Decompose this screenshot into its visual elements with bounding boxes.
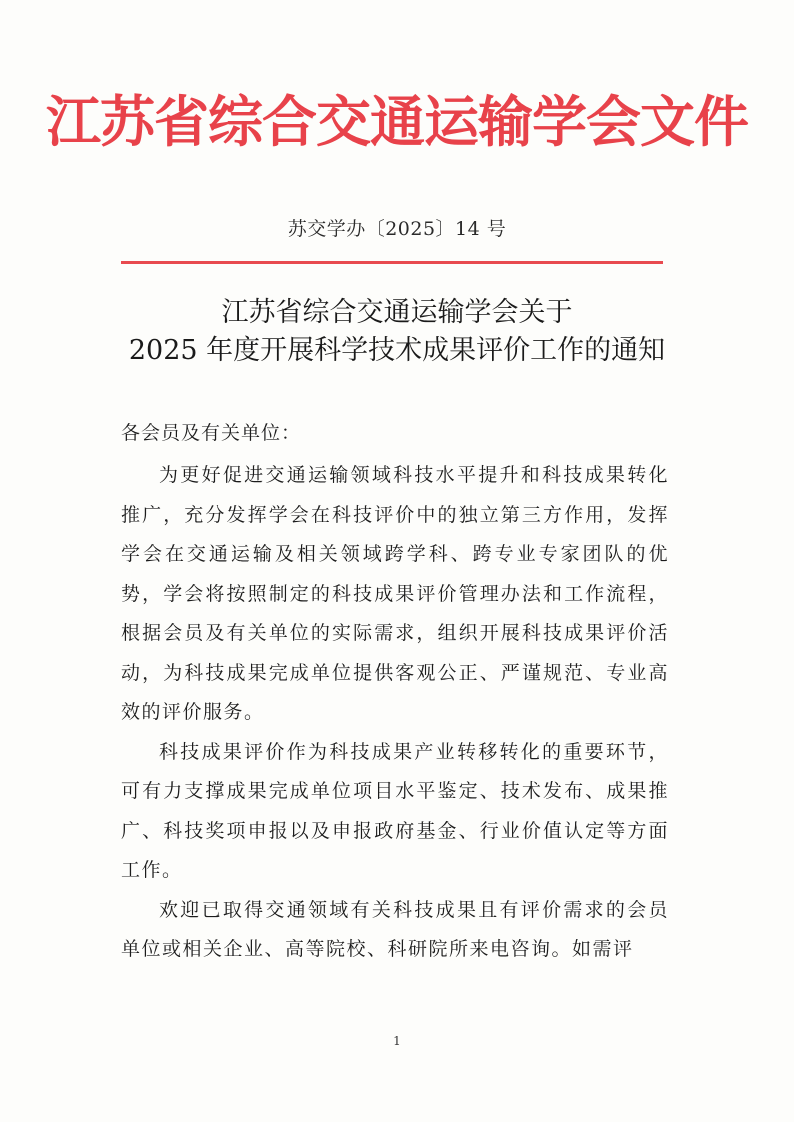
body-paragraph-2: 科技成果评价作为科技成果产业转移转化的重要环节，可有力支撑成果完成单位项目水平鉴定、技术发布、成果推广、科技奖项申报以及申报政府基金、行业价值认定等方面工作。 <box>121 740 669 881</box>
notice-body <box>121 456 669 970</box>
body-paragraph-3: 欢迎已取得交通领域有关科技成果且有评价需求的会员单位或相关企业、高等院校、科研院所来电咨询。如需评 <box>121 898 669 960</box>
org-file-title: 江苏省综合交通运输学会文件 <box>45 89 748 154</box>
salutation: 各会员及有关单位： <box>121 422 302 444</box>
page-number: 1 <box>393 1034 401 1048</box>
notice-title-line-2: 2025 年度开展科学技术成果评价工作的通知 <box>128 335 666 366</box>
red-divider-line <box>121 261 663 264</box>
document-number: 苏交学办〔2025〕14 号 <box>287 218 507 240</box>
body-paragraph-1: 为更好促进交通运输领域科技水平提升和科技成果转化推广，充分发挥学会在科技评价中的独立第三方作用，发挥学会在交通运输及相关领域跨学科、跨专业专家团队的优势，学会将按照制定的科技成果评价管理办法和工作流程，根据会员及有关单位的实际需求，组织开展科技成果评价活动，为科技成果完成单位提供客观公正、严谨规范、专业高效的评价服务。 <box>121 464 669 723</box>
notice-title <box>0 294 794 370</box>
notice-title-line-1: 江苏省综合交通运输学会关于 <box>221 297 573 328</box>
